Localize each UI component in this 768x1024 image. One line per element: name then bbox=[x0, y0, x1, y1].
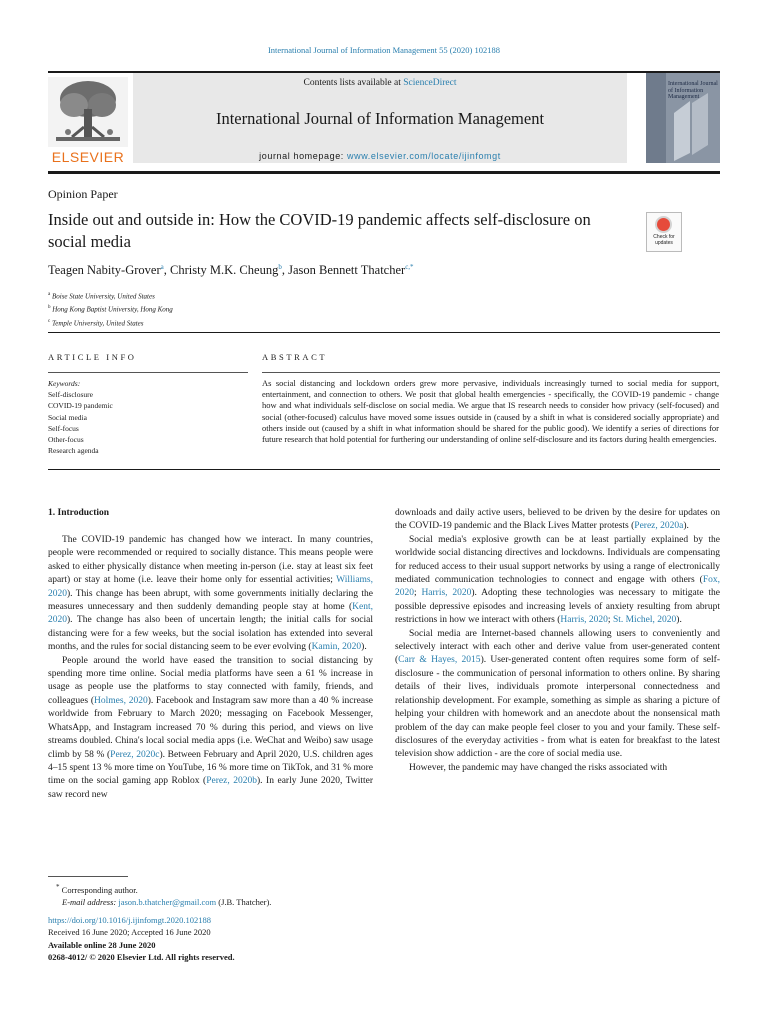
text-run: ). The change has also been of uncertain length; the initial calls for social distancing were for a few weeks, but the social isolation has extended into several months, and the rules for social distancing seem to be ever evolving ( bbox=[48, 615, 373, 653]
author-name: Teagen Nabity-Grover bbox=[48, 263, 161, 278]
author-name: Jason Bennett Thatcher bbox=[288, 263, 406, 278]
body-column-right bbox=[395, 507, 720, 775]
citation-link[interactable]: Williams, 2020 bbox=[48, 575, 373, 599]
keyword-item: Self-disclosure bbox=[48, 390, 93, 400]
affiliation-mark: a bbox=[48, 292, 51, 297]
text-run: ). bbox=[683, 521, 689, 532]
text-run: ). bbox=[676, 615, 682, 626]
paragraph bbox=[395, 534, 720, 628]
footnote bbox=[48, 881, 271, 909]
footnote-rule bbox=[48, 876, 128, 877]
text-run: People around the world have eased the transition to social distancing by spending more time online. Social media platforms have seen a 61 % increase in usage as people use the platforms to stay connected with family, friends, and colleagues ( bbox=[48, 655, 373, 706]
journal-cover[interactable] bbox=[646, 73, 720, 163]
keywords-label: Keywords: bbox=[48, 379, 81, 388]
homepage-line bbox=[133, 151, 627, 161]
abstract-rule bbox=[262, 372, 720, 373]
keyword-item: Research agenda bbox=[48, 446, 99, 456]
affiliation-item bbox=[48, 302, 173, 315]
publisher-logo[interactable] bbox=[48, 77, 128, 165]
doi-link[interactable]: https://doi.org/10.1016/j.ijinfomgt.2020.102188 bbox=[48, 915, 212, 925]
affiliation-text: Hong Kong Baptist University, Hong Kong bbox=[52, 305, 173, 314]
citation-link[interactable]: Perez, 2020c bbox=[110, 749, 160, 760]
author-affiliation-mark[interactable]: a bbox=[160, 263, 164, 271]
citation-link[interactable]: Harris, 2020 bbox=[421, 588, 472, 599]
copyright-line: 0268-4012/ © 2020 Elsevier Ltd. All rights reserved. bbox=[48, 952, 235, 963]
check-for-updates-button[interactable] bbox=[646, 212, 682, 252]
journal-header-box bbox=[133, 73, 627, 163]
paragraph bbox=[48, 534, 373, 655]
keyword-list bbox=[48, 378, 113, 456]
available-online: Available online 28 June 2020 bbox=[48, 939, 156, 950]
affiliation-mark: c bbox=[48, 318, 51, 324]
paragraph bbox=[395, 628, 720, 762]
text-run: ). This change has been abrupt, with some governments initially declaring the measures unnecessary and then suddenly demanding people stay at home ( bbox=[48, 588, 373, 613]
affiliation-mark: b bbox=[48, 305, 51, 311]
corresponding-author-note: * Corresponding author. bbox=[56, 883, 138, 895]
text-run: The COVID-19 pandemic has changed how we interact. In many countries, people were recommended or required to socially distance. This means people were asked to either physically distance when meeting in-person (i.e. stay at least six feet apart) or stay at home (i.e. leave their home only for essential activities; bbox=[48, 535, 373, 586]
article-title: Inside out and outside in: How the COVID-19 pandemic affects self-disclosure on social media bbox=[48, 210, 591, 251]
article-type: Opinion Paper bbox=[48, 187, 118, 201]
abstract-divider bbox=[48, 469, 720, 470]
text-run: ). bbox=[361, 642, 367, 653]
section-heading-introduction: 1. Introduction bbox=[48, 508, 110, 518]
citation-link[interactable]: Carr & Hayes, 2015 bbox=[398, 655, 481, 666]
paragraph: However, the pandemic may have changed the risks associated with bbox=[409, 762, 668, 773]
text-run: ). In early June 2020, Twitter saw record new bbox=[48, 776, 373, 800]
citation-link[interactable]: Kamin, 2020 bbox=[311, 642, 362, 653]
affiliation-item bbox=[48, 316, 173, 329]
email-line bbox=[48, 896, 271, 909]
paragraph bbox=[395, 507, 720, 534]
text-run: downloads and daily active users, believed to be driven by the desire for updates on the COVID-19 pandemic and the Black Lives Matter protests ( bbox=[395, 508, 720, 532]
received-dates: Received 16 June 2020; Accepted 16 June 2020 bbox=[48, 927, 211, 938]
citation-link[interactable]: Holmes, 2020 bbox=[94, 695, 148, 706]
section-divider bbox=[48, 332, 720, 333]
journal-reference[interactable]: International Journal of Information Management 55 (2020) 102188 bbox=[267, 45, 501, 55]
text-run: ). Adopting these technologies was necessary to mitigate the possible depressive episodes and increasing levels of anxiety resulting from abrupt restrictions in how we interact with others ( bbox=[395, 588, 720, 626]
affiliation-text: Boise State University, United States bbox=[51, 292, 155, 301]
affiliation-list bbox=[48, 289, 173, 329]
sciencedirect-link[interactable]: ScienceDirect bbox=[403, 78, 457, 88]
text-run: ). Between February and April 2020, U.S. children ages 4–15 spent 13 % more time on YouTube, 16 % more time on TikTok, and 31 % more time on the social gaming app Roblox ( bbox=[48, 749, 373, 787]
citation-link[interactable]: Kent, 2020 bbox=[48, 602, 373, 626]
email-link[interactable]: jason.b.thatcher@gmail.com bbox=[118, 897, 217, 908]
citation-link[interactable]: Fox, 2020 bbox=[395, 575, 720, 599]
publisher-name: ELSEVIER bbox=[51, 149, 125, 165]
elsevier-tree-logo-icon bbox=[48, 77, 128, 147]
header-rule-bottom bbox=[48, 171, 720, 174]
article-info-rule bbox=[48, 372, 248, 373]
article-footer bbox=[48, 914, 235, 964]
text-run: ). Facebook and Instagram saw more than a 40 % increase worldwide from February to March 2020; messaging on Facebook Messenger, WhatsApp, and Instagram increased 70 % during this period, and views on live streams doubled. China's local social media apps (i.e. WeChat and Weibo) saw usage climb by 58 % ( bbox=[48, 695, 373, 760]
check-updates-icon bbox=[655, 216, 672, 233]
keyword-item: Self-focus bbox=[48, 423, 79, 433]
cover-title: International Journal of Information Management bbox=[668, 81, 718, 100]
citation-link[interactable]: Perez, 2020a bbox=[634, 521, 684, 532]
abstract-heading: ABSTRACT bbox=[262, 352, 328, 362]
email-label: E-mail address: bbox=[62, 897, 119, 908]
author-affiliation-mark[interactable]: c,* bbox=[405, 263, 414, 271]
journal-title: International Journal of Information Management bbox=[215, 109, 545, 128]
abstract-text: As social distancing and lockdown orders grew more pervasive, individuals increasingly turned to social media for support, entertainment, and connection to others. We posit that global health emergencies - specifically, the COVID-19 pandemic - change how and what individuals self-disclose on social media. We argue that IS research needs to consider how privacy (self-focused) and social (other-focused) calculus have moved some issues outside in (caused by a shift in what is considered socially appropriate) and others inside out (caused by a shift in what information should be shared for the public good). We identify a series of directions for future research that hold potential for furthering our understanding of online self-disclosure and its factors during health emergencies. bbox=[262, 378, 719, 445]
keyword-item: Other-focus bbox=[48, 435, 84, 445]
text-run: ). User-generated content often requires some form of self-disclosure - the communication of personal information to others online. By sharing details of their lives, individuals promote interpersonal connectedness and relationship development. For example, something as simple as sharing a picture of helping your children with homework and an anecdote about the nonsensical math problem of the day can make people feel closer to you and your family. These self-disclosures of the everyday activities - from what is eaten for breakfast to the latest television show addiction - are the core of social media use. bbox=[395, 655, 720, 760]
keyword-item: COVID-19 pandemic bbox=[48, 401, 113, 411]
corresponding-label: Corresponding author. bbox=[61, 884, 138, 895]
check-updates-label: Check for updates bbox=[653, 234, 675, 246]
article-info-heading: ARTICLE INFO bbox=[48, 352, 137, 362]
author-list: Teagen Nabity-Grover$^a$, Christy M.K. Cheung$^b$, Jason Bennett Thatcher$^{c,*}$ bbox=[48, 263, 414, 278]
author-affiliation-mark[interactable]: b bbox=[278, 263, 282, 271]
citation-link[interactable]: Perez, 2020b bbox=[206, 776, 257, 787]
author-name: Christy M.K. Cheung bbox=[169, 263, 279, 278]
affiliation-item bbox=[48, 289, 173, 302]
affiliation-text: Temple University, United States bbox=[51, 318, 144, 327]
email-suffix: (J.B. Thatcher). bbox=[216, 897, 272, 908]
text-run: Social media's explosive growth can be at least partially explained by the worldwide social distancing directives and lockdowns. Individuals are compensating for reduced access to their usual support networks by using a range of electronically mediated communication technologies to connect and engage with others ( bbox=[395, 534, 720, 586]
citation-link[interactable]: St. Michel, 2020 bbox=[612, 615, 677, 626]
body-column-left bbox=[48, 534, 373, 802]
keyword-item: Social media bbox=[48, 412, 87, 422]
text-run: ; bbox=[414, 588, 422, 599]
text-run: ; bbox=[607, 615, 613, 626]
text-run: Social media are Internet-based channels allowing users to conveniently and selectively interact with each other and derive value from user-generated content ( bbox=[395, 628, 720, 666]
homepage-prefix: journal homepage: bbox=[259, 151, 347, 161]
paragraph bbox=[48, 655, 373, 802]
homepage-link[interactable]: www.elsevier.com/locate/ijinfomgt bbox=[347, 151, 501, 161]
contents-prefix: Contents lists available at bbox=[303, 78, 404, 88]
citation-link[interactable]: Harris, 2020 bbox=[560, 615, 608, 626]
contents-line bbox=[133, 78, 627, 88]
